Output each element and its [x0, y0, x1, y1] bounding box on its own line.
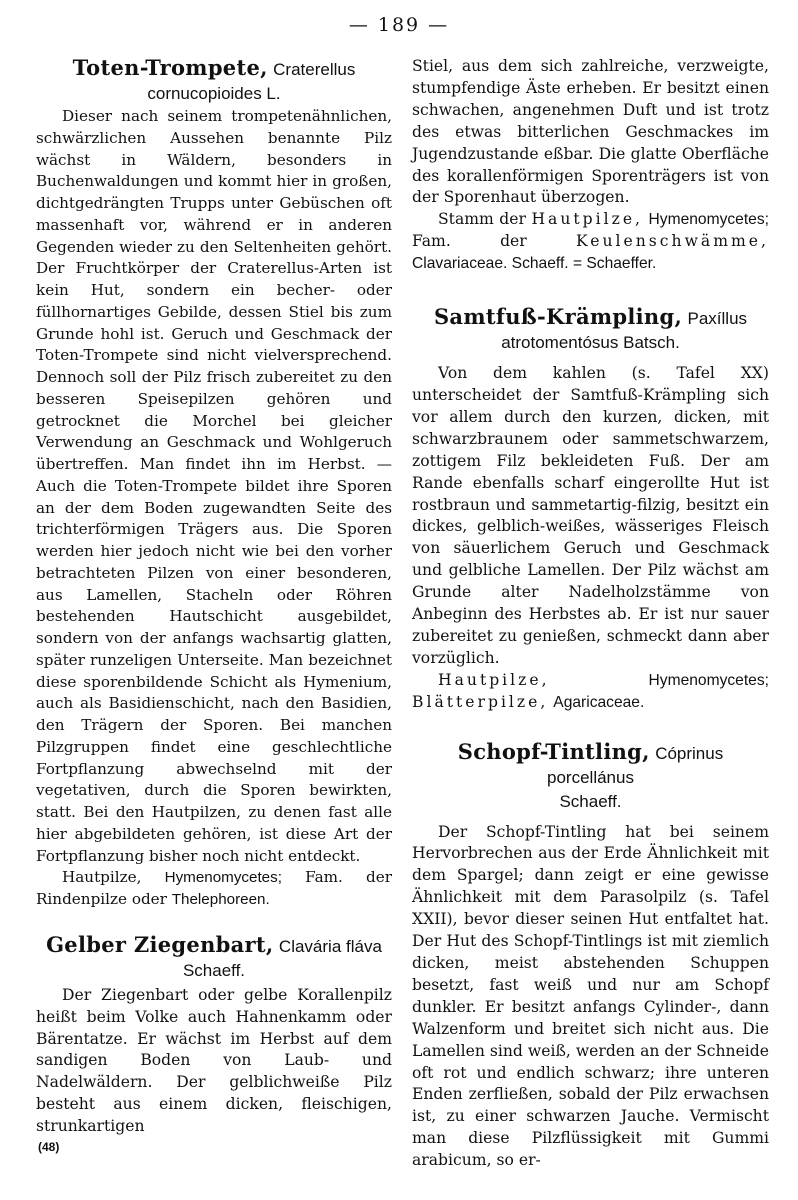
classification-term: Stamm der [438, 210, 526, 229]
heading-toten-trompete [36, 56, 392, 106]
classification-latin: Clavariaceae. Schaeff. = Schaeffer. [412, 255, 657, 273]
latin-name: Clavária fláva [278, 936, 382, 956]
latin-name: Cóprinus porcellánus [547, 743, 724, 787]
right-column [412, 56, 769, 1172]
heading-samtfuss-kraempling [412, 305, 769, 355]
latin-name-cont: atrotomentósus Batsch. [501, 333, 680, 353]
species-name: Toten-Trompete, [72, 55, 268, 80]
body-paragraph: Der Schopf-Tintling hat bei seinem Hervorbrechen aus der Erde Ähnlichkeit mit dem Spargel; dann zeigt er eine gewisse Ähnlichkeit mit dem Parasolpilz (s. Tafel XXII), bevor dieser seinen Hut entfaltet hat. Der Hut des Schopf-Tintlings ist mit ziemlich dicken, meist abstehenden Schuppen besetzt, fast weiß und nur am Schopf dunkler. Er besitzt anfangs Cylinder-, dann Walzenform und breitet sich nicht aus. Die Lamellen sind weiß, werden an der Schneide oft rot und endlich schwarz; ihre unteren Enden zerfließen, sobald der Pilz erwachsen ist, zu einer schwarzen Jauche. Vermischt man diese Pilzflüssigkeit mit Gummi arabicum, so er- [412, 822, 769, 1170]
classification-family-name: Keulenschwämme, [576, 232, 769, 251]
latin-name-cont: Schaeff. [182, 960, 246, 980]
body-paragraph: Von dem kahlen (s. Tafel XX) unterscheidet der Samtfuß-Krämpling sich vor allem durch den kurzen, dicken, mit schwarzbraunem oder sammetschwarzem, zottigem Filz bekleideten Fuß. Der am Rande ebenfalls scharf eingerollte Hut ist rostbraun und sammetartig-filzig, besitzt ein dickes, gelblich-weißes, wässeriges Fleisch von säuerlichem Geruch und Geschmack und gelbliche Lamellen. Der Pilz wächst am Grunde alter Nadelholzstämme von Anbeginn des Herbstes ab. Er ist nur sauer zubereitet zu genießen, schmeckt dann aber vorzüglich. [412, 364, 769, 667]
latin-name: Paxíllus [687, 309, 748, 329]
classification-latin: Agaricaceae. [553, 693, 645, 711]
latin-name: Craterellus [273, 60, 356, 79]
classification-latin: Thelephoreen. [171, 891, 270, 908]
left-column [36, 56, 392, 1138]
classification-term: Hautpilze, [438, 670, 550, 689]
classification-paragraph [36, 867, 392, 911]
body-paragraph: Der Ziegenbart oder gelbe Korallenpilz heißt beim Volke auch Hahnenkamm oder Bärentatze. Er wächst im Herbst auf dem sandigen Boden von Laub- und Nadelwäldern. Der gelblichweiße Pilz besteht aus einem dicken, fleischigen, strunkartigen [36, 985, 392, 1136]
classification-term: Hautpilze, [531, 210, 644, 229]
classification-latin: Hymenomycetes; [648, 671, 769, 689]
classification-paragraph [412, 209, 769, 275]
heading-gelber-ziegenbart [36, 933, 392, 983]
heading-schopf-tintling [412, 740, 769, 814]
latin-name-cont: Schaeff. [559, 791, 622, 811]
sheet-signature: (48) [38, 1140, 60, 1154]
classification-family: Fam. der [412, 232, 527, 251]
species-name: Samtfuß-Krämpling, [433, 304, 683, 330]
classification-latin: Hymenomycetes; [648, 211, 769, 229]
classification-latin: Hymenomycetes; [164, 869, 282, 887]
classification-paragraph [412, 670, 769, 714]
classification-term: Blätterpilze, [412, 692, 549, 711]
classification-term: Hautpilze, [62, 868, 142, 887]
body-paragraph: Dieser nach seinem trompetenähnlichen, schwärzlichen Aussehen benannte Pilz wächst in Wäldern, besonders in Buchenwaldungen und kommt hier in großen, dichtgedrängten Trupps unter Gebüschen oft massenhaft vor, während er in anderen Gegenden wieder zu den Seltenheiten gehört. Der Fruchtkörper der Craterellus-Arten ist kein Hut, sondern ein becher- oder füllhornartiges Gebilde, dessen Stiel bis zum Grunde hohl ist. Geruch und Geschmack der Toten-Trompete sind nicht vielversprechend. Dennoch soll der Pilz frisch zubereitet zu den besseren Speisepilzen gehören und getrocknet die Morchel bei gleicher Verwendung an Geschmack und Wohlgeruch übertreffen. Man findet ihn im Herbst. — Auch die Toten-Trompete bildet ihre Sporen an der dem Boden zugewandten Seite des trichterförmigen Trägers aus. Die Sporen werden hier jedoch nicht wie bei den vorher betrachteten Pilzen von einer besonderen, aus Lamellen, Stacheln oder Röhren bestehenden Hautschicht ausgebildet, sondern von der anfangs wachsartig glatten, später runzeligen Unterseite. Man bezeichnet diese sporenbildende Schicht als Hymenium, auch als Basidienschicht, nach den Basidien, den Trägern der Sporen. Bei manchen Pilzgruppen findet eine geschlechtliche Fortpflanzung abwechselnd mit der vegetativen, durch die Sporen bewirkten, statt. Bei den Hautpilzen, zu denen fast alle hier abgebildeten gehören, ist diese Art der Fortpflanzung bisher noch nicht entdeckt. [36, 107, 392, 865]
page-number: — 189 — [348, 14, 450, 36]
classification-family: Fam. der Rindenpilze oder [36, 868, 393, 908]
species-name: Gelber Ziegenbart, [46, 931, 274, 957]
latin-name-cont: cornucopioides L. [147, 84, 281, 103]
body-paragraph-continued: Stiel, aus dem sich zahlreiche, verzweigte, stumpfendige Äste erheben. Er besitzt einen schwachen, angenehmen Duft und ist trotz des etwas bitterlichen Geschmackes im Jugendzustande eßbar. Die glatte Oberfläche des korallenförmigen Sporenträgers ist von der Sporenhaut überzogen. [412, 57, 769, 207]
species-name: Schopf-Tintling, [457, 738, 650, 764]
